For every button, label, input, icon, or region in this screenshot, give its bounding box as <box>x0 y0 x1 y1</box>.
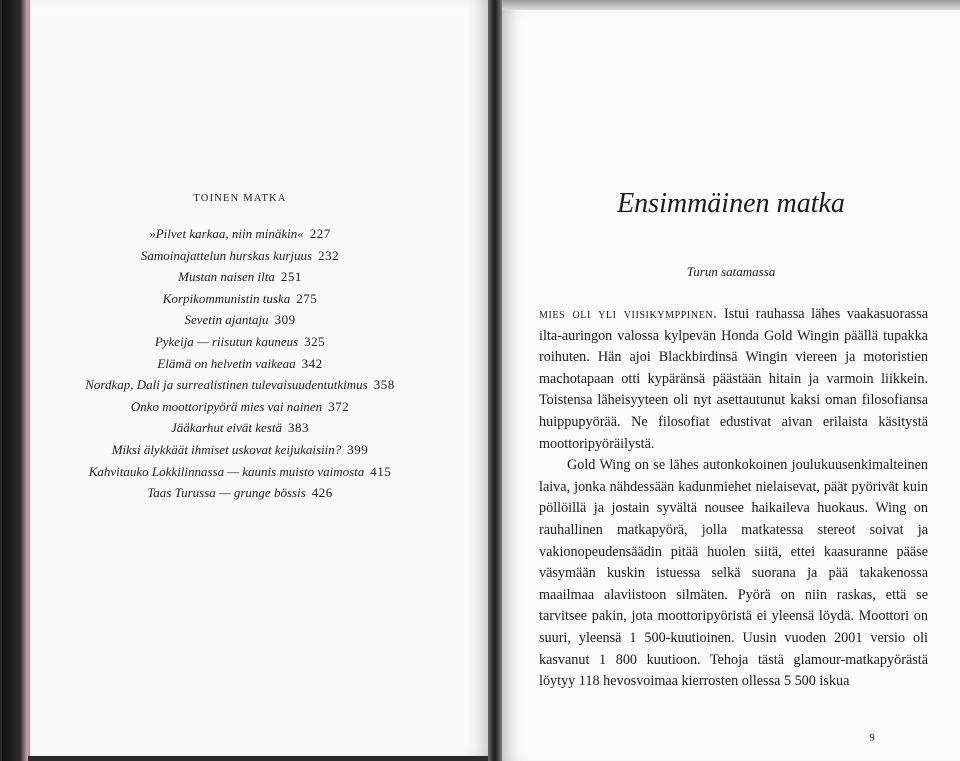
body-text <box>539 304 928 693</box>
toc-entry-page: 399 <box>347 441 369 457</box>
toc-entry-page: 383 <box>287 420 309 436</box>
section-title: Turun satamassa <box>686 264 776 279</box>
toc-entry <box>30 266 450 288</box>
toc-entry-title: Pykeija — riisutun kauneus <box>154 333 299 349</box>
toc-entry <box>30 245 450 267</box>
toc-entry-title: Jääkarhut eivät kestä <box>171 420 282 436</box>
table-of-contents <box>30 223 450 504</box>
toc-entry <box>30 374 450 396</box>
paragraph-2: Gold Wing on se lähes autonkokoinen joulukuusenkimalteinen laiva, jonka nähdessään kadunmiehet nielaisevat, päät pyörivät kuin pöllöillä ja jostain syvältä nousee haikaileva huokaus. Wing on rauhallinen matkapyörä, jolla matkatessa stereot soivat ja vakionopeudensäädin pitää huolen siitä, ettei kaasuranne pääse väsymään kuskin istuessa selkä suorana ja pää takakenossa maailmaa alaviistoon silmäten. Pyörä on niin raskas, että se tarvitsee pakin, jota moottoripyöristä ei yleensä löydä. Moottori on suuri, yleensä 1 500-kuutioinen. Uusin vuoden 2001 versio oli kasvanut 1 800 kuutioon. Tehoja tästä glamour-matkapyörästä löytyy 118 hevosvoimaa kierrosten ollessa 5 500 iskua <box>539 457 928 690</box>
toc-entry <box>30 461 450 483</box>
toc-entry-title: Korpikommunistin tuska <box>162 290 291 306</box>
chapter-title: Ensimmäinen matka <box>617 188 845 219</box>
toc-entry-title: Samoinajattelun hurskas kurjuus <box>140 247 313 263</box>
opening-smallcaps: mies oli yli viisikymppinen. <box>539 306 718 322</box>
toc-entry <box>30 482 450 504</box>
page-edge-shadow <box>502 0 960 10</box>
toc-entry-title: Elämä on helvetin vaikeaa <box>157 355 296 371</box>
toc-entry-page: 232 <box>318 247 340 263</box>
toc-entry-title: Kahvitauko Lokkilinnassa — kaunis muisto vaimosta <box>88 463 365 479</box>
toc-entry <box>30 396 450 418</box>
toc-entry-page: 227 <box>309 226 331 241</box>
toc-entry <box>30 417 450 439</box>
toc-entry-title: Mustan naisen ilta <box>178 269 275 285</box>
toc-entry <box>30 439 450 461</box>
toc-entry-page: 358 <box>373 377 395 393</box>
toc-entry <box>30 331 450 353</box>
paragraph-1 <box>539 304 928 455</box>
toc-entry-page: 309 <box>274 312 296 328</box>
page-number: 9 <box>869 733 875 744</box>
toc-entry <box>30 309 450 331</box>
toc-heading: TOINEN MATKA <box>193 193 287 204</box>
paragraph-1-text: Istui rauhassa lähes vaakasuorassa ilta-auringon valossa kylpevän Honda Gold Wingin päällä tupakka roihuten. Hän ajoi Blackbirdinsä Wingin viereen ja motoristien machotapaan otti kypäränsä päästään hitain ja varmoin liikkein. Toistensa läheisyyteen oli nyt asettautunut kaksi oman filosofiansa huippupyörää. Ne filosofiat edustivat aivan erilaista käsitystä moottoripyöräilystä. <box>539 306 929 452</box>
toc-entry-page: 325 <box>304 333 326 349</box>
toc-entry-title: Miksi älykkäät ihmiset uskovat keijukaisiin? <box>111 441 342 457</box>
toc-entry-page: 251 <box>280 269 302 285</box>
toc-entry-title: Taas Turussa — grunge bössis <box>147 485 306 501</box>
toc-entry-page: 342 <box>301 355 323 371</box>
toc-entry-page: 275 <box>296 290 318 306</box>
toc-entry-page: 426 <box>311 485 333 501</box>
toc-entry-title: Sevetin ajantaju <box>184 312 269 328</box>
toc-entry-title: Onko moottoripyörä mies vai nainen <box>130 398 323 414</box>
toc-entry-page: 415 <box>370 463 392 479</box>
toc-entry-page: 372 <box>328 398 350 414</box>
toc-entry <box>30 353 450 375</box>
right-page <box>502 10 960 761</box>
left-page <box>28 0 492 756</box>
toc-entry <box>30 223 450 245</box>
toc-entry-title: »Pilvet karkaa, niin minäkin« <box>149 226 304 241</box>
toc-entry <box>30 288 450 310</box>
toc-entry-title: Nordkap, Dali ja surrealistinen tulevaisuudentutkimus <box>85 377 368 393</box>
